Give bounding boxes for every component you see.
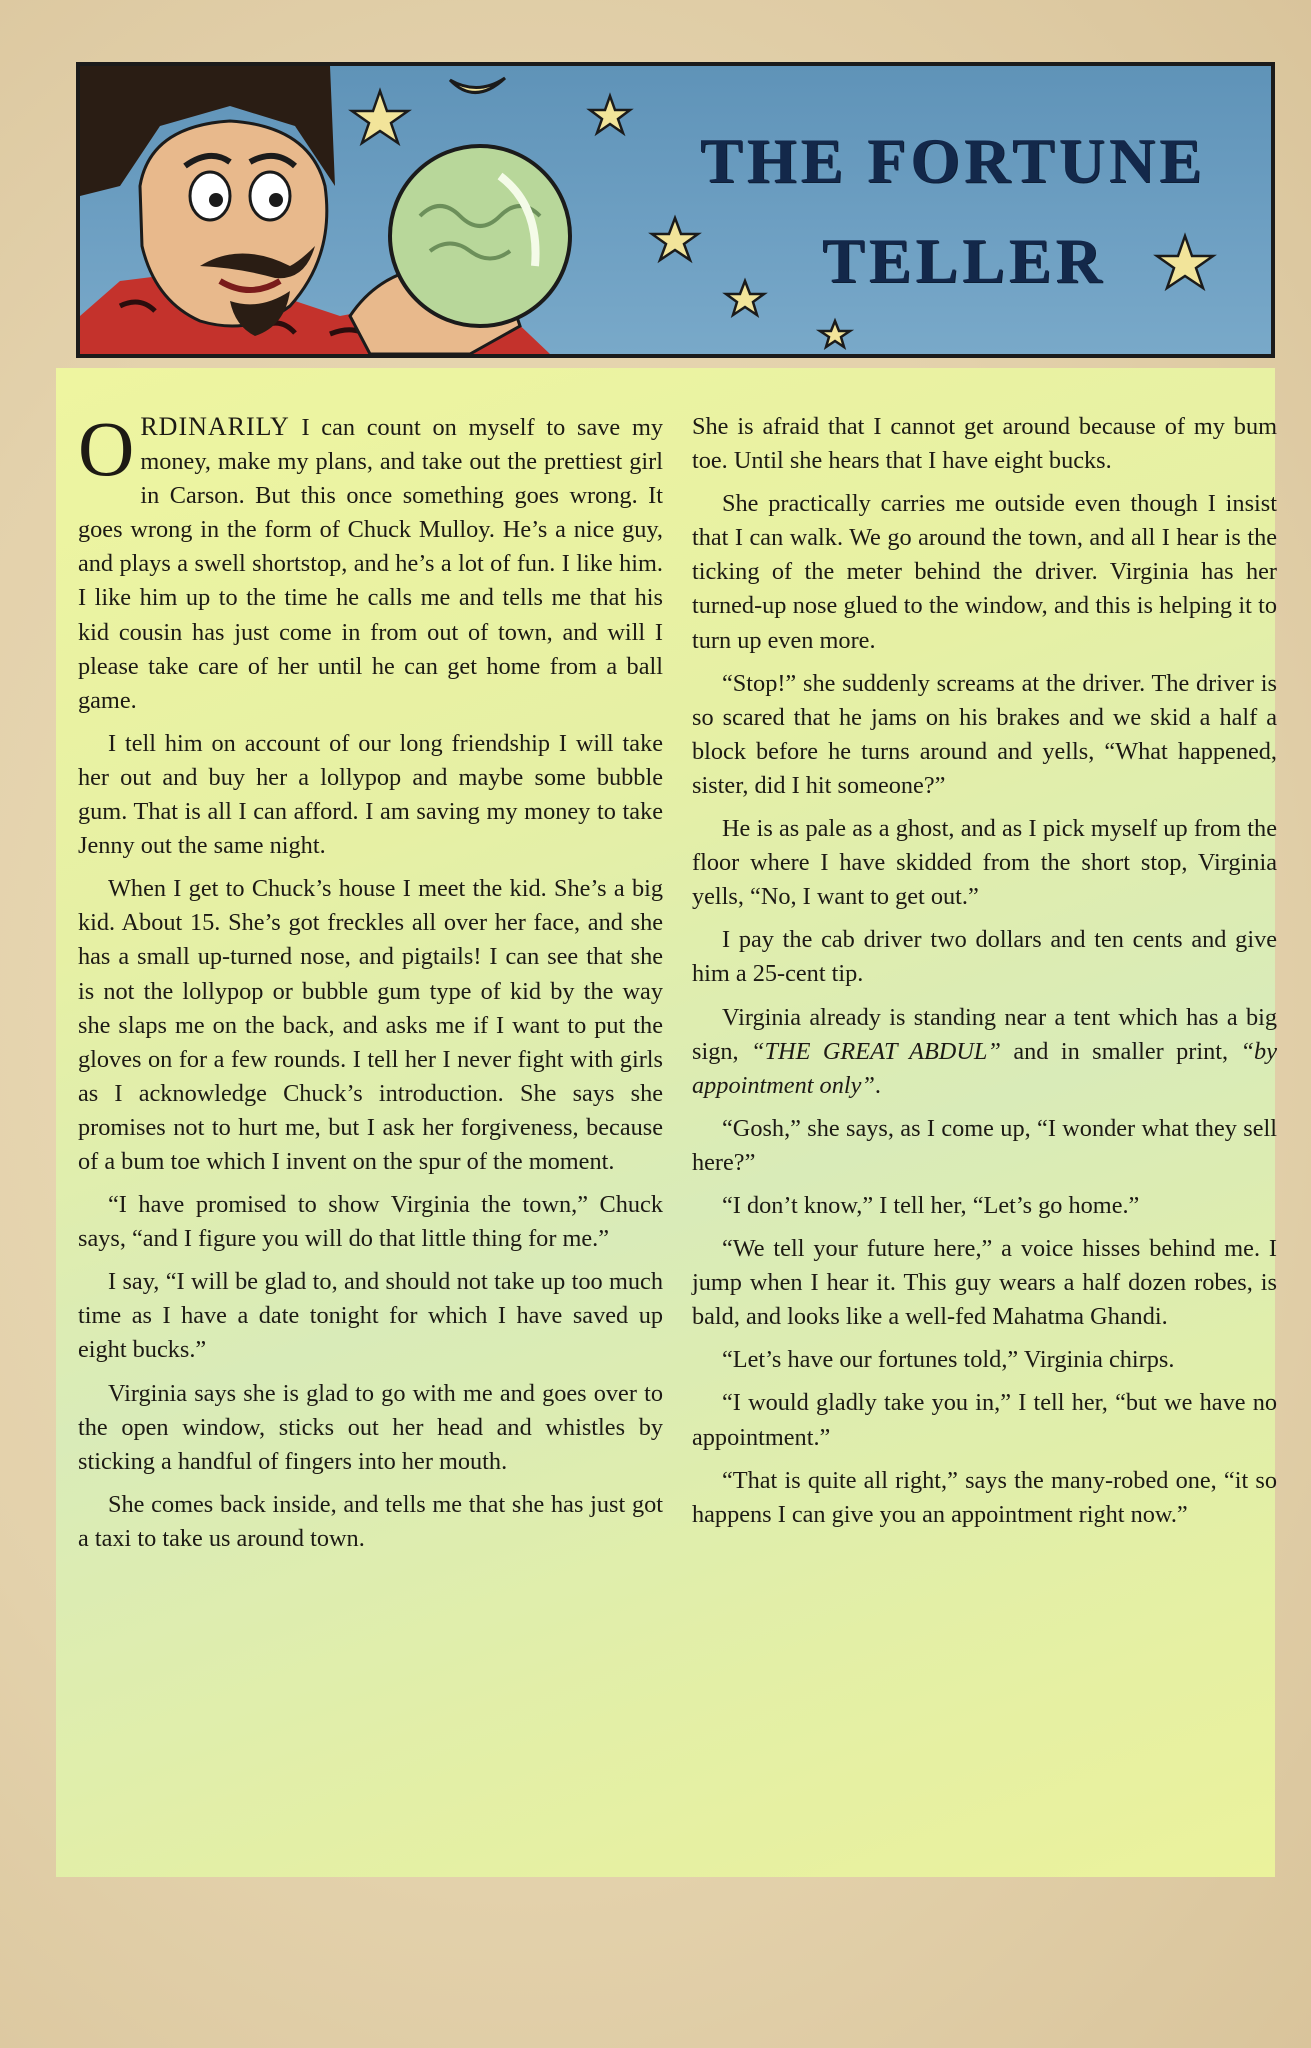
story-title-line-2: TELLER [822,225,1106,296]
story-column-right [692,410,1277,1541]
opening-word: RDINARILY [140,412,290,441]
sign-title: “THE GREAT ABDUL” [751,1037,1001,1065]
story-paragraph: I say, “I will be glad to, and should not take up too much time as I have a date tonight for which I have saved up eight bucks.” [78,1268,663,1364]
story-paragraph: I pay the cab driver two dollars and ten cents and give him a 25-cent tip. [692,926,1277,988]
title-panel [76,62,1275,358]
story-paragraph: “Let’s have our fortunes told,” Virginia chirps. [722,1346,1175,1374]
crystal-ball-icon [390,146,570,326]
story-paragraph: She comes back inside, and tells me that she has just got a taxi to take us around town. [78,1490,663,1552]
story-paragraph-opening [78,405,663,718]
story-paragraph-sign [692,1001,1277,1103]
sign-intro: Virginia already is standing near a tent which has a big sign, [692,1003,1277,1065]
story-paragraph: “Stop!” she suddenly screams at the driver. The driver is so scared that he jams on his brakes and we skid a half a block before he turns around and yells, “What happened, sister, did I hit someone?” [692,669,1277,799]
story-paragraph: She practically carries me outside even though I insist that I can walk. We go around the town, and all I hear is the ticking of the meter behind the driver. Virginia has her turned-up nose glued to the window, and this is helping it to turn up even more. [692,490,1277,654]
drop-cap: O [78,405,135,492]
fortune-teller-illustration [80,66,1271,354]
story-column-left [78,405,663,1565]
story-paragraph-continued: She is afraid that I cannot get around because of my bum toe. Until she hears that I have eight bucks. [692,413,1277,475]
story-paragraph: I tell him on account of our long friendship I will take her out and buy her a lollypop and maybe some bubble gum. That is all I can afford. I am saving my money to take Jenny out the same night. [78,729,663,860]
story-paragraph: When I get to Chuck’s house I meet the kid. She’s a big kid. About 15. She’s got freckles all over her face, and she has a small up-turned nose, and pigtails! I can see that she is not the lollypop or bubble gum type of kid by the way she slaps me on the back, and asks me if I want to put the gloves on for a few rounds. I tell her I never fight with girls as I acknowledge Chuck’s introduction. She says she promises not to hurt me, but I ask her forgiveness, because of a bum toe which I invent on the spur of the moment. [78,875,663,1175]
sign-mid: and in smaller print, [1000,1037,1241,1065]
face-shape [140,121,327,326]
opening-text: I can count on myself to save my money, make my plans, and take out the prettiest girl in Carson. But this once something goes wrong. It goes wrong in the form of Chuck Mulloy. He’s a nice guy, and plays a swell shortstop, and he’s a lot of fun. I like him. I like him up to the time he calls me and tells me that his kid cousin has just come in from out of town, and will I please take care of her until he can get home from a ball game. [78,414,663,714]
sign-small-print: “by appointment only” [692,1037,1277,1099]
story-paragraph: Virginia says she is glad to go with me and goes over to the open window, sticks out her head and whistles by sticking a handful of fingers into her mouth. [78,1379,663,1475]
sign-end: . [874,1071,881,1099]
story-paragraph: “That is quite all right,” says the many-robed one, “it so happens I can give you an appointment right now.” [692,1466,1277,1528]
story-paragraph: “I have promised to show Virginia the town,” Chuck says, “and I figure you will do that little thing for me.” [78,1191,663,1253]
story-paragraph: “I would gladly take you in,” I tell her, “but we have no appointment.” [692,1389,1277,1451]
story-paragraph: “I don’t know,” I tell her, “Let’s go home.” [722,1191,1140,1219]
story-paragraph: “Gosh,” she says, as I come up, “I wonder what they sell here?” [692,1114,1277,1176]
story-title-line-1: THE FORTUNE [700,125,1206,196]
moon-icon [450,78,505,93]
story-paragraph: “We tell your future here,” a voice hisses behind me. I jump when I hear it. This guy wears a half dozen robes, is bald, and looks like a well-fed Mahatma Ghandi. [692,1235,1277,1331]
story-paragraph: He is as pale as a ghost, and as I pick myself up from the floor where I have skidded from the short stop, Virginia yells, “No, I want to get out.” [692,815,1277,911]
